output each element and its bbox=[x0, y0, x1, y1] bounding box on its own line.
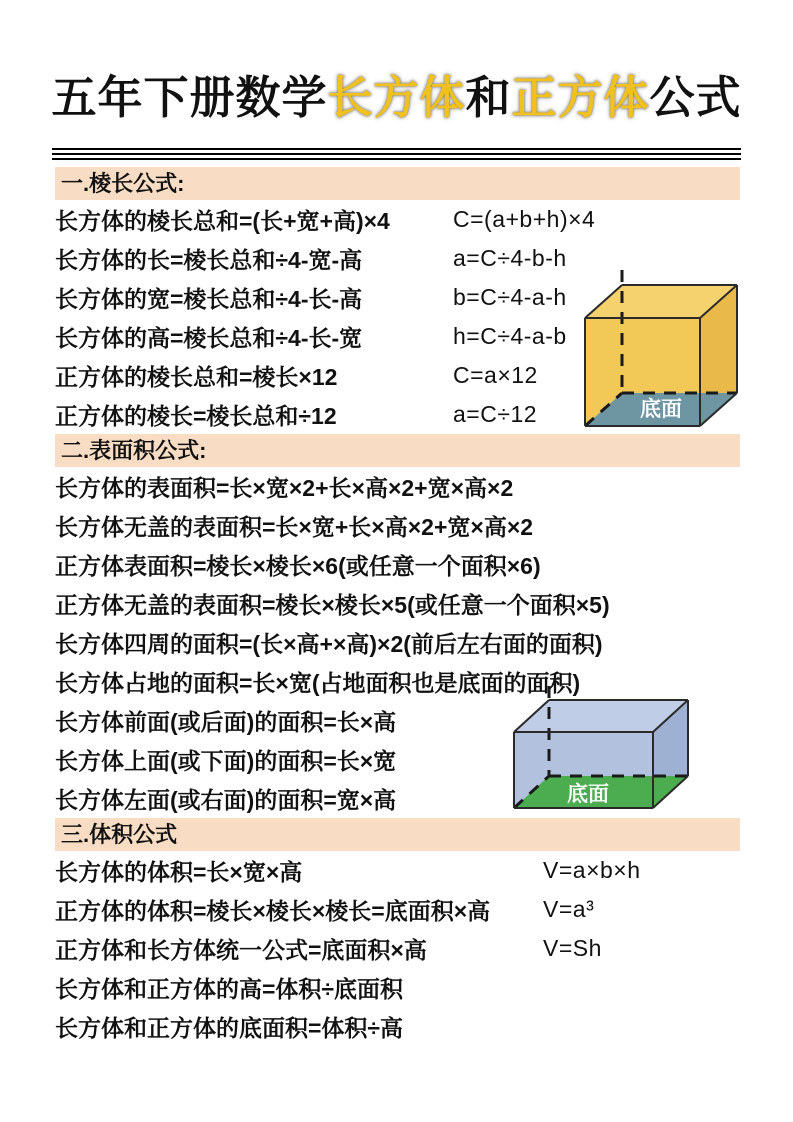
formula-cn: 长方体占地的面积=长×宽(占地面积也是底面的面积) bbox=[55, 670, 581, 696]
title-middle: 和 bbox=[465, 72, 512, 123]
cube-figure bbox=[583, 268, 739, 430]
formula-cn: 正方体表面积=棱长×棱长×6(或任意一个面积×6) bbox=[55, 553, 541, 579]
formula-cn: 正方体的棱长=棱长总和÷12 bbox=[55, 403, 337, 429]
formula-row bbox=[55, 506, 740, 545]
formula-row bbox=[55, 1007, 740, 1046]
formula-row bbox=[55, 200, 740, 239]
formula-row bbox=[55, 929, 740, 968]
formula-row bbox=[55, 851, 740, 890]
formula-cn: 正方体的体积=棱长×棱长×棱长=底面积×高 bbox=[55, 898, 491, 924]
title-prefix: 五年下册数学 bbox=[51, 72, 328, 123]
formula-cn: 长方体的长=棱长总和÷4-宽-高 bbox=[55, 247, 363, 273]
divider-line bbox=[52, 158, 741, 160]
formula-row bbox=[55, 623, 740, 662]
formula-cn: 长方体的宽=棱长总和÷4-长-高 bbox=[55, 286, 363, 312]
formula-symbolic: V=a×b×h bbox=[543, 857, 641, 883]
divider-line bbox=[52, 153, 741, 155]
formula-cn: 长方体和正方体的高=体积÷底面积 bbox=[55, 976, 404, 1002]
formula-cn: 正方体无盖的表面积=棱长×棱长×5(或任意一个面积×5) bbox=[55, 592, 610, 618]
divider-line bbox=[52, 148, 741, 150]
formula-symbolic: C=a×12 bbox=[453, 362, 538, 388]
formula-symbolic: a=C÷4-b-h bbox=[453, 245, 567, 271]
formula-cn: 正方体的棱长总和=棱长×12 bbox=[55, 364, 338, 390]
title-highlight-cube: 正方体 bbox=[511, 72, 650, 123]
formula-cn: 长方体的高=棱长总和÷4-长-宽 bbox=[55, 325, 363, 351]
formula-cn: 长方体和正方体的底面积=体积÷高 bbox=[55, 1015, 404, 1041]
formula-symbolic: C=(a+b+h)×4 bbox=[453, 206, 596, 232]
formula-row bbox=[55, 890, 740, 929]
formula-row bbox=[55, 968, 740, 1007]
formula-cn: 长方体左面(或右面)的面积=宽×高 bbox=[55, 787, 397, 813]
formula-symbolic: b=C÷4-a-h bbox=[453, 284, 567, 310]
section-heading-volume: 三.体积公式 bbox=[55, 818, 740, 851]
formula-row bbox=[55, 467, 740, 506]
formula-cn: 正方体和长方体统一公式=底面积×高 bbox=[55, 937, 427, 963]
section-heading-surface-area: 二.表面积公式: bbox=[55, 434, 740, 467]
formula-symbolic: V=Sh bbox=[543, 935, 602, 961]
formula-cn: 长方体无盖的表面积=长×宽+长×高×2+宽×高×2 bbox=[55, 514, 534, 540]
cuboid-base-label: 底面 bbox=[567, 783, 609, 806]
page-title bbox=[0, 70, 793, 126]
formula-symbolic: h=C÷4-a-b bbox=[453, 323, 567, 349]
title-suffix: 公式 bbox=[649, 72, 742, 123]
formula-row bbox=[55, 545, 740, 584]
formula-cn: 长方体上面(或下面)的面积=长×宽 bbox=[55, 748, 397, 774]
section-volume bbox=[55, 851, 740, 1046]
formula-symbolic: a=C÷12 bbox=[453, 401, 538, 427]
title-highlight-cuboid: 长方体 bbox=[327, 72, 466, 123]
formula-row bbox=[55, 584, 740, 623]
formula-cn: 长方体的表面积=长×宽×2+长×高×2+宽×高×2 bbox=[55, 475, 514, 501]
formula-cn: 长方体前面(或后面)的面积=长×高 bbox=[55, 709, 397, 735]
formula-cn: 长方体的棱长总和=(长+宽+高)×4 bbox=[55, 208, 390, 234]
formula-symbolic: V=a³ bbox=[543, 896, 595, 922]
cuboid-figure bbox=[512, 684, 690, 820]
formula-cn: 长方体四周的面积=(长×高+×高)×2(前后左右面的面积) bbox=[55, 631, 603, 657]
cube-base-label: 底面 bbox=[640, 398, 682, 421]
title-divider-rules bbox=[52, 148, 741, 160]
section-heading-edge-length: 一.棱长公式: bbox=[55, 167, 740, 200]
formula-cn: 长方体的体积=长×宽×高 bbox=[55, 859, 303, 885]
